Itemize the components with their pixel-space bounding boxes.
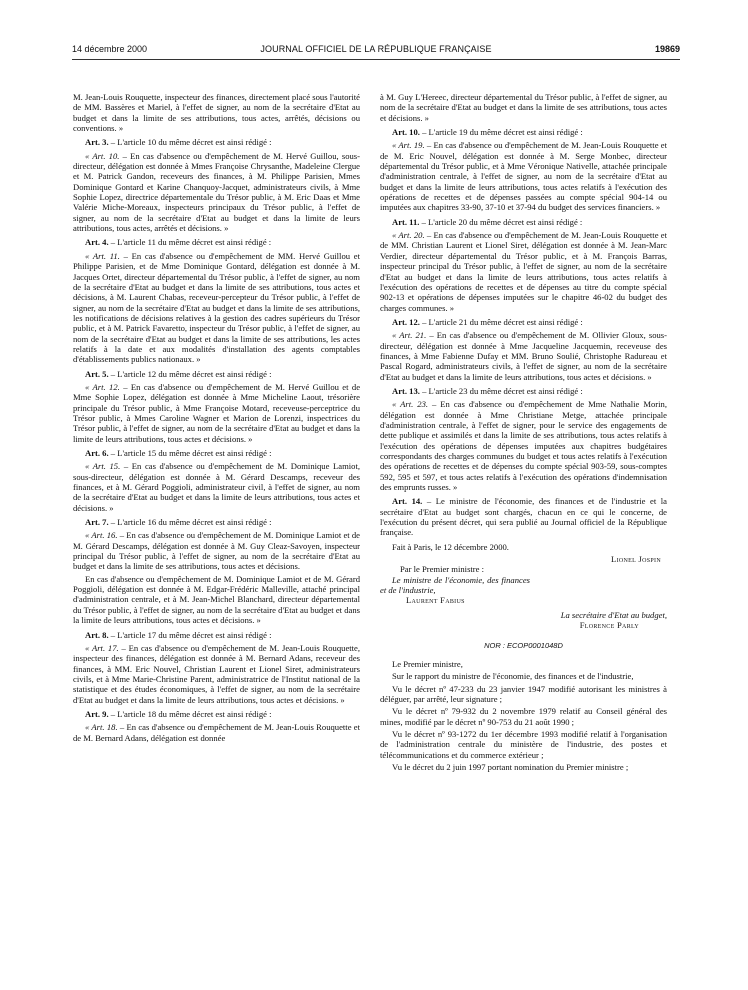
left-column [73,92,360,745]
article-quote: « Art. 19. – En cas d'absence ou d'empêchement de M. Jean-Louis Rouquette et de M. Eric Nouvel, délégation est donnée à M. Serge Monbec, directeur départemental du Trésor public, et à Mme Véronique Nativelle, attachée principale d'administration centrale, à l'effet de signer, au nom de la secrétaire d'Etat au budget et dans la limite de leurs attributions, tous actes relatifs à l'exécution des opérations de recettes et de dépenses passées au compte spécial 904-14 ou imputées aux chapitres 33-90, 37-10 et 37-94 du budget des services financiers. » [380,140,668,213]
next-decree [380,659,667,772]
signer-main: Lionel Jospin [611,554,661,565]
article-quote: « Art. 11. – En cas d'absence ou d'empêchement de MM. Hervé Guillou et Philippe Parisien, et de Mme Dominique Gontard, délégation est donnée à M. Jacques Ortet, directeur départemental du Trésor public, à l'effet de signer, au nom de la secrétaire d'Etat au budget et dans la limite de ses attributions, tous actes et décisions, à M. Laurent Chabas, receveur-percepteur du Trésor public, à l'effet de signer, au nom de la secrétaire d'Etat au budget et dans la limite de ses attributions, les notifications de décisions relatives à la gestion des cadres supérieurs du Trésor public, et à M. Patrick Favaretto, inspecteur du Trésor public, à l'effet de signer, au nom de la secrétaire d'Etat au budget et dans la limite de ses attributions, les actes relatifs à la date et aux modalités d'installation des agents comptables d'établissements publics nationaux. » [73,250,360,365]
paragraph: En cas d'absence ou d'empêchement de M. Dominique Lamiot et de M. Gérard Poggioli, délégation est donnée à M. Edgar-Frédéric Malleville, attaché principal d'administration centrale, et à M. Jean-Michel Blanchard, directeur départemental du Trésor public, à l'effet de signer, au nom de la secrétaire d'Etat au budget et dans la limite de leurs attributions, tous actes et décisions. » [73,573,360,626]
article-heading: Art. 9. – L'article 18 du même décret est ainsi rédigé : [85,708,272,719]
article-quote: « Art. 10. – En cas d'absence ou d'empêchement de M. Hervé Guillou, sous-directeur, délégation est donnée à Mmes Françoise Chrysanthe, Madeleine Clergue et M. Patrick Gandon, receveurs des finances, à M. Philippe Parisien, Mmes Dominique Gontard et Karine Chanquoy-Jacquet, administrateurs civils, à Mme Sophie Lopez, directrice départementale du Trésor public, à M. Eric Daas et Mme Valérie Miche-Moreaux, inspecteurs principaux du Trésor public, à l'effet de signer, au nom de la secrétaire d'Etat au budget et dans la limite de leurs attributions, tous actes, arrêtés et décisions. » [73,150,360,234]
header-rule [72,59,680,60]
article-quote: « Art. 21. – En cas d'absence ou d'empêchement de M. Ollivier Gloux, sous-directeur, délégation est donnée à Mme Jacqueline Jacquemin, receveuse des finances, à Mme Fabienne Dufay et MM. Bruno Soulié, Christophe Radureau et Pascal Rogard, administrateurs civils, à l'effet de signer, au nom de la secrétaire d'Etat au budget et dans la limite de leurs attributions, tous actes et décisions. » [380,330,668,382]
article-heading: Art. 12. – L'article 21 du même décret est ainsi rédigé : [392,316,583,327]
header-date: 14 décembre 2000 [72,44,148,54]
page-number: 19869 [654,44,680,54]
article-quote: « Art. 16. – En cas d'absence ou d'empêchement de M. Dominique Lamiot et de M. Gérard Descamps, délégation est donnée à M. Guy Cleaz-Savoyen, inspecteur principal du Trésor public, à l'effet de signer, au nom de la secrétaire d'Etat au budget et dans la limite de ses attributions, tous actes et décisions. [73,530,361,572]
right-column [380,92,667,774]
decree-paragraph: Vu le décret nº 93-1272 du 1er décembre 1993 modifié relatif à l'organisation de l'administration centrale du ministère de l'industrie, des postes et télécommunications et du commerce extérieur ; [380,728,667,760]
minister-name: Laurent Fabius [406,595,465,606]
article-heading: Art. 11. – L'article 20 du même décret est ainsi rédigé : [392,216,583,227]
article-heading: Art. 7. – L'article 16 du même décret est ainsi rédigé : [85,517,272,528]
article-heading: Art. 6. – L'article 15 du même décret est ainsi rédigé : [85,448,272,458]
decree-paragraph: Sur le rapport du ministre de l'économie, des finances et de l'industrie, [392,671,634,682]
article-heading: Art. 13. – L'article 23 du même décret est ainsi rédigé : [392,385,583,396]
right-column-body [380,92,667,538]
journal-title: JOURNAL OFFICIEL DE LA RÉPUBLIQUE FRANÇAISE [260,44,492,54]
article-heading: Art. 10. – L'article 19 du même décret est ainsi rédigé : [392,127,583,138]
article-heading: Art. 4. – L'article 11 du même décret est ainsi rédigé : [85,237,272,248]
article-quote: « Art. 23. – En cas d'absence ou d'empêchement de Mme Nathalie Morin, délégation est donnée à Mme Christiane Metge, attachée principale d'administration centrale, à l'effet de signer, pour le service des engagements de dette publique et assimilés et dans la limite de ses attributions, tous actes relatifs à l'exécution des opérations de dépenses imputées aux chapitres budgétaires correspondants des charges communes du budget et tous actes relatifs à l'exécution des opérations de recettes et de dépenses du compte spécial 903-59, sous-comptes 592, 595 et 597, et tous actes relatifs à l'exécution des opérations d'indemnisation des emprunts russes. » [380,399,667,493]
paragraph: M. Jean-Louis Rouquette, inspecteur des finances, directement placé sous l'autorité de MM. Bassères et Mariel, à l'effet de signer, au nom de la secrétaire d'Etat au budget et dans la limite de ses attributions, tous actes, arrêtés, décisions ou conventions. » [73,92,360,134]
article-quote: « Art. 18. – En cas d'absence ou d'empêchement de M. Jean-Louis Rouquette et de M. Bernard Adans, délégation est donnée [73,722,361,743]
decree-paragraph: Vu le décret nº 47-233 du 23 janvier 1947 modifié autorisant les ministres à déléguer, par arrêté, leur signature ; [380,683,667,704]
secretary-title: La secrétaire d'Etat au budget, [560,609,667,620]
article-quote: « Art. 17. – En cas d'absence ou d'empêchement de M. Jean-Louis Rouquette, inspecteur des finances, délégation est donnée à M. Bernard Adans, receveur des finances, à MM. Eric Nouvel, Christian Laurent et Lionel Siret, administrateurs civils, et à Mme Marie-Christine Parent, administratrice de l'Institut national de la statistique et des études économiques, à l'effet de signer, au nom de la secrétaire d'Etat au budget et dans la limite de leurs attributions, tous actes et décisions. » [73,642,360,705]
article-heading: Art. 14. – Le ministre de l'économie, des finances et de l'industrie et la secrétaire d'Etat au budget sont chargés, chacun en ce qui le concerne, de l'exécution du présent décret, qui sera publié au Journal officiel de la République française. [380,496,667,538]
secretary-name: Florence Parly [579,620,639,631]
article-heading: Art. 5. – L'article 12 du même décret est ainsi rédigé : [85,368,272,379]
decree-paragraph: Vu le décret du 2 juin 1997 portant nomination du Premier ministre ; [392,761,629,772]
article-quote: « Art. 20. – En cas d'absence ou d'empêchement de M. Jean-Louis Rouquette et de MM. Christian Laurent et Lionel Siret, délégation est donnée à M. Jean-Marc Verdier, directeur départemental du Trésor public, et à M. François Barras, inspecteur principal du Trésor public, à l'effet de signer, au nom de la secrétaire d'Etat au budget et dans la limite de leurs attributions, tous actes relatifs à l'exécution des opérations de recettes et de dépenses au titre du compte spécial 902-13 et opérations de dépenses imputées sur le chapitre 46-02 du budget des charges communes. » [380,230,668,313]
by-pm: Par le Premier ministre : [400,564,485,575]
article-quote: « Art. 12. – En cas d'absence ou d'empêchement de M. Hervé Guillou et de Mme Sophie Lopez, délégation est donnée à Mme Micheline Laout, trésorière principale du Trésor public, à Mme Françoise Motard, receveuse-perceptrice du Trésor public, à Mmes Caroline Wagner et Marion de Lorenzi, inspectrices du Trésor public, à l'effet de signer, au nom de la secrétaire d'Etat au budget et dans la limite de leurs attributions, tous actes et décisions. » [73,381,361,444]
decree-paragraph: Le Premier ministre, [392,658,463,669]
article-quote: « Art. 15. – En cas d'absence ou d'empêchement de M. Dominique Lamiot, sous-directeur, délégation est donnée à M. Gérard Descamps, receveur des finances, et à M. Gérard Poggioli, administrateur civil, à l'effet de signer, au nom de la secrétaire d'Etat au budget et dans la limite de leurs attributions, tous actes et décisions. » [73,461,361,513]
place-date: Fait à Paris, le 12 décembre 2000. [392,541,509,552]
article-heading: Art. 3. – L'article 10 du même décret est ainsi rédigé : [85,137,272,148]
nor-reference: NOR : ECOP0001048D [484,640,563,650]
article-heading: Art. 8. – L'article 17 du même décret est ainsi rédigé : [85,629,272,640]
paragraph: à M. Guy L'Hereec, directeur départemental du Trésor public, à l'effet de signer, au nom de la secrétaire d'Etat au budget et dans la limite de ses attributions, tous actes et décisions. » [380,92,667,123]
minister-title: Le ministre de l'économie, des finances et de l'industrie, [380,574,530,596]
decree-paragraph: Vu le décret nº 79-932 du 2 novembre 1979 relatif au Conseil général des mines, modifié par le décret nº 90-753 du 21 août 1990 ; [380,706,667,727]
page-header [72,44,680,58]
